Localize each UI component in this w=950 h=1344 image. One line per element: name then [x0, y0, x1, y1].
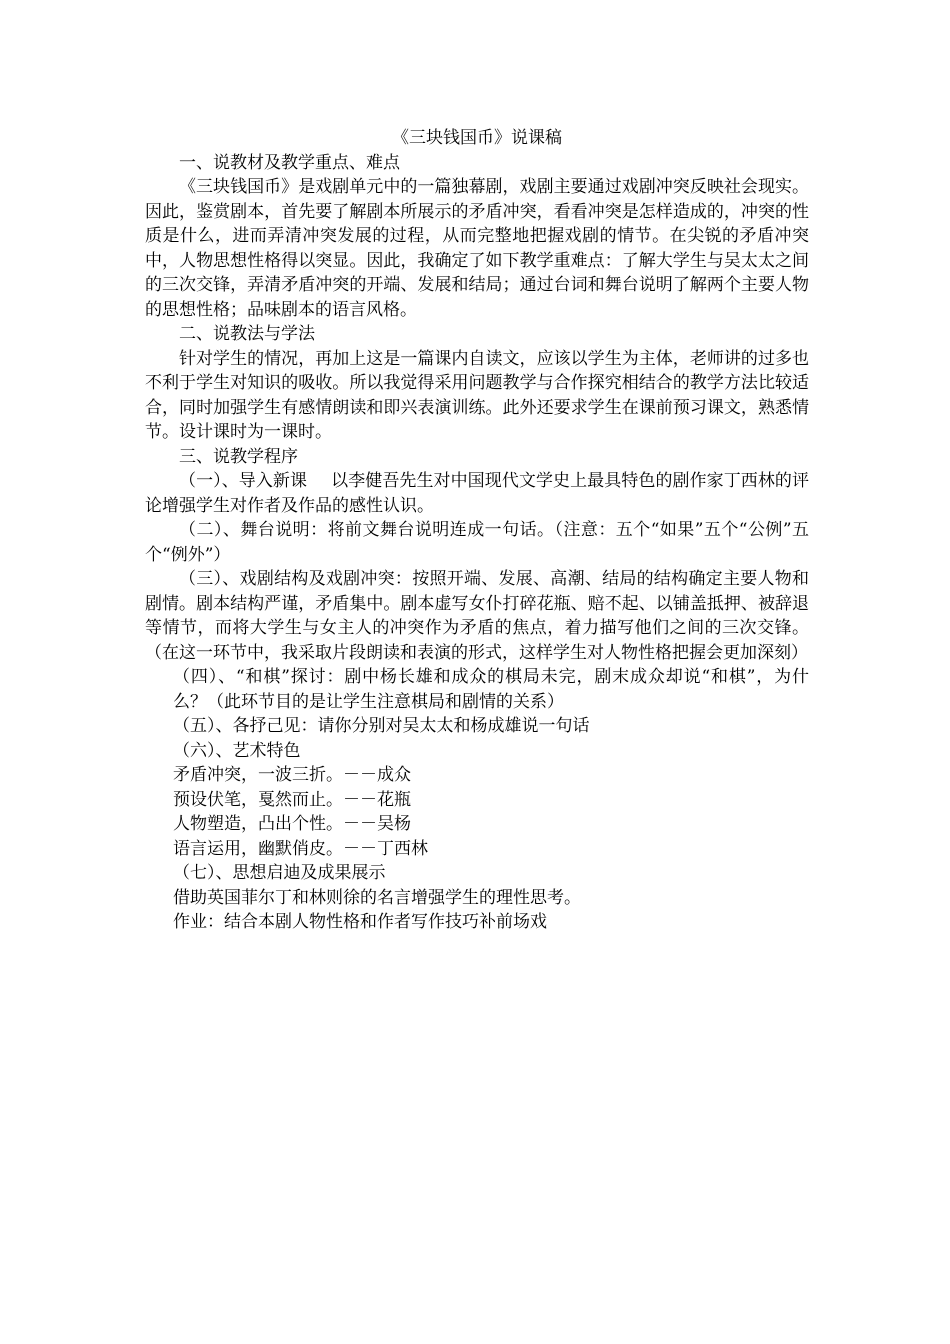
feature-item: 语言运用，幽默俏皮。－－丁西林	[173, 838, 428, 859]
step-4: （四）、“和棋”探讨：剧中杨长雄和成众的棋局未完，剧末成众却说“和棋”，为什么？（此环节目的是让学生注意棋局和剧情的关系）	[173, 667, 809, 712]
step-6: （六）、艺术特色	[173, 740, 301, 761]
document-page	[145, 126, 809, 935]
document-title: 《三块钱国币》说课稿	[392, 128, 562, 148]
section-paragraph-2: 针对学生的情况，再加上这是一篇课内自读文，应该以学生为主体，老师讲的过多也不利于学生对知识的吸收。所以我觉得采用问题教学与合作探究相结合的教学方法比较适合，同时加强学生有感情朗读和即兴表演训练。此外还要求学生在课前预习课文，熟悉情节。设计课时为一课时。	[145, 348, 809, 442]
step-1	[145, 469, 809, 518]
feature-item: 矛盾冲突，一波三折。－－成众	[173, 765, 411, 785]
feature-item: 预设伏笔，戛然而止。－－花瓶	[173, 789, 411, 810]
feature-item: 人物塑造，凸出个性。－－吴杨	[173, 814, 411, 834]
step-7: （七）、思想启迪及成果展示	[173, 863, 386, 883]
step-1-label: （一）、导入新课	[179, 471, 308, 491]
section-heading-3: 三、说教学程序	[179, 446, 298, 467]
step-5: （五）、各抒己见：请你分别对吴太太和杨成雄说一句话	[173, 716, 590, 736]
homework: 作业：结合本剧人物性格和作者写作技巧补前场戏	[173, 912, 547, 932]
step-1-text: 以李健吾先生对中国现代文学史上最具特色的剧作家丁西林的评论增强学生对作者及作品的感性认识。	[145, 471, 810, 516]
section-heading-1: 一、说教材及教学重点、难点	[179, 152, 400, 173]
step-3: （三）、戏剧结构及戏剧冲突：按照开端、发展、高潮、结局的结构确定主要人物和剧情。剧本结构严谨，矛盾集中。剧本虚写女仆打碎花瓶、赔不起、以铺盖抵押、被辞退等情节，而将大学生与女主人的冲突作为矛盾的焦点，着力描写他们之间的三次交锋。（在这一环节中，我采取片段朗读和表演的形式，这样学生对人物性格把握会更加深刻）	[145, 569, 809, 663]
section-heading-2: 二、说教法与学法	[179, 324, 315, 344]
section-paragraph-1: 《三块钱国币》是戏剧单元中的一篇独幕剧，戏剧主要通过戏剧冲突反映社会现实。因此，鉴赏剧本，首先要了解剧本所展示的矛盾冲突，看看冲突是怎样造成的，冲突的性质是什么，进而弄清冲突发展的过程，从而完整地把握戏剧的情节。在尖锐的矛盾冲突中，人物思想性格得以突显。因此，我确定了如下教学重难点：了解大学生与吴太太之间的三次交锋，弄清矛盾冲突的开端、发展和结局；通过台词和舞台说明了解两个主要人物的思想性格；品味剧本的语言风格。	[145, 177, 809, 320]
step-2: （二）、舞台说明：将前文舞台说明连成一句话。（注意：五个“如果”五个“公例”五个“例外”）	[145, 520, 809, 565]
step-7-text: 借助英国菲尔丁和林则徐的名言增强学生的理性思考。	[173, 887, 581, 908]
